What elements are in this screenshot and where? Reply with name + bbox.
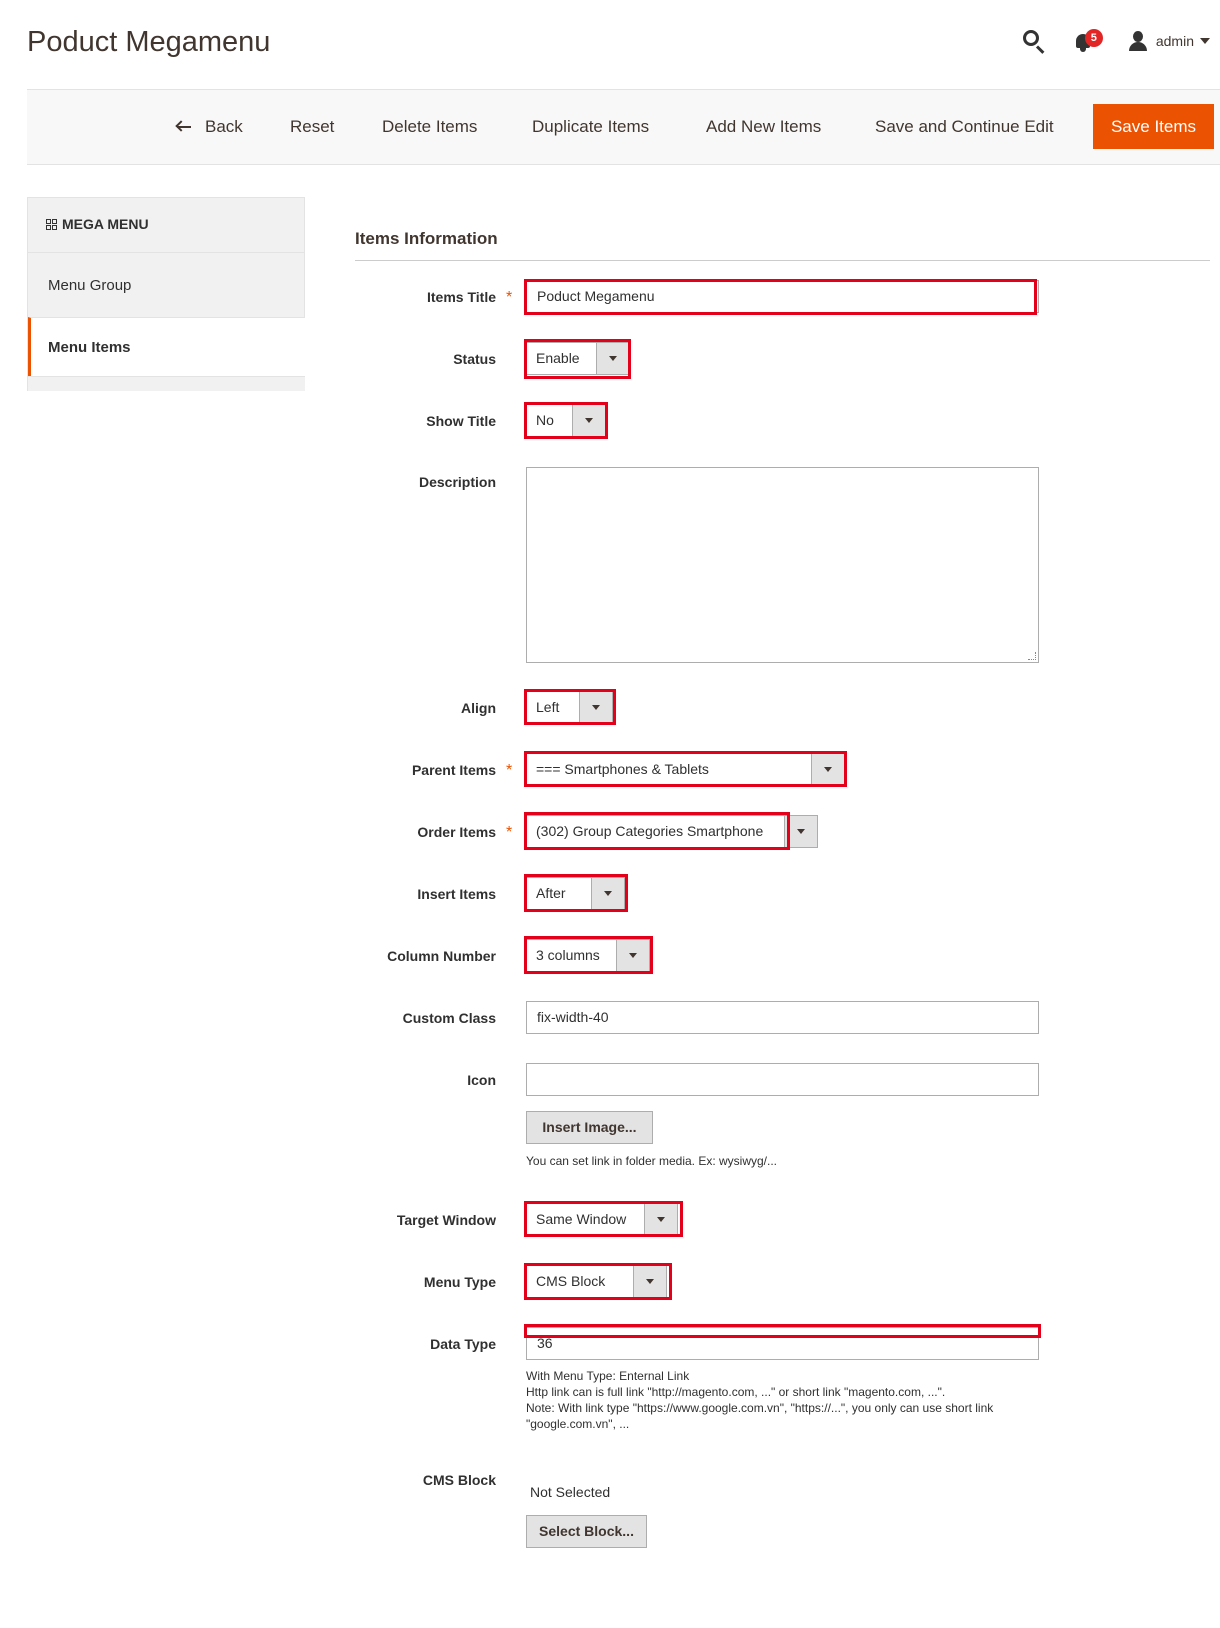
chevron-down-icon (811, 754, 844, 785)
section-divider (355, 260, 1210, 261)
menu-type-select[interactable] (526, 1265, 667, 1298)
user-name: admin (1155, 33, 1194, 49)
data-type-label: Data Type (430, 1336, 496, 1352)
column-number-label: Column Number (387, 948, 496, 964)
target-window-select-value: Same Window (536, 1211, 627, 1227)
required-mark: * (506, 289, 513, 306)
add-new-items-button[interactable]: Add New Items (706, 117, 822, 136)
status-label: Status (453, 351, 496, 367)
order-items-label: Order Items (417, 824, 496, 840)
resize-handle-icon[interactable] (1028, 652, 1036, 660)
notification-count-badge: 5 (1085, 29, 1103, 47)
column-number-select[interactable] (526, 939, 650, 972)
column-number-select-value: 3 columns (536, 947, 600, 963)
align-label: Align (461, 700, 496, 716)
header-actions (1022, 26, 1210, 56)
action-toolbar (27, 89, 1220, 165)
chevron-down-icon (579, 692, 612, 723)
sidebar-footer (28, 376, 305, 391)
select-block-button[interactable]: Select Block... (526, 1515, 647, 1548)
data-type-note-line: With Menu Type: Enternal Link (526, 1369, 690, 1383)
insert-items-select-value: After (536, 885, 566, 901)
icon-label: Icon (467, 1072, 496, 1088)
sidebar-item-menu-group[interactable]: Menu Group (28, 252, 305, 317)
align-select-value: Left (536, 699, 560, 715)
show-title-select[interactable] (526, 404, 606, 437)
duplicate-items-button[interactable]: Duplicate Items (532, 117, 650, 136)
parent-items-select-value: === Smartphones & Tablets (536, 761, 709, 777)
custom-class-label: Custom Class (402, 1010, 496, 1026)
sidebar-title (46, 216, 149, 232)
icon-input[interactable] (526, 1063, 1039, 1096)
description-label: Description (418, 474, 496, 490)
sidebar-item-menu-items[interactable]: Menu Items (28, 317, 305, 376)
description-textarea[interactable] (526, 467, 1039, 663)
user-icon (1128, 30, 1148, 52)
sidebar-title-label: MEGA MENU (62, 216, 149, 232)
insert-image-button[interactable]: Insert Image... (526, 1111, 653, 1144)
grid-icon (46, 219, 57, 230)
data-type-note-line: Http link can is full link "http://magento.com, ..." or short link "magento.com, ...". (526, 1385, 946, 1399)
menu-type-select-value: CMS Block (536, 1273, 606, 1289)
notifications-button[interactable] (1072, 28, 1102, 54)
back-arrow-icon (175, 120, 193, 134)
menu-type-label: Menu Type (423, 1274, 496, 1290)
back-button[interactable] (175, 90, 243, 164)
user-menu[interactable] (1128, 30, 1210, 52)
required-mark: * (506, 824, 513, 841)
parent-items-select[interactable] (526, 753, 845, 786)
chevron-down-icon (591, 878, 624, 909)
insert-items-select[interactable] (526, 877, 625, 910)
chevron-down-icon (572, 405, 605, 436)
order-items-select[interactable] (526, 815, 818, 848)
delete-items-button[interactable]: Delete Items (382, 117, 478, 136)
reset-button[interactable]: Reset (290, 117, 335, 136)
save-items-button[interactable]: Save Items (1093, 104, 1214, 149)
items-title-label: Items Title (427, 289, 496, 305)
back-button-label: Back (205, 117, 243, 136)
chevron-down-icon (644, 1204, 677, 1235)
data-type-note (526, 1368, 1046, 1432)
target-window-label: Target Window (396, 1212, 496, 1228)
chevron-down-icon (596, 343, 629, 374)
align-select[interactable] (526, 691, 613, 724)
show-title-label: Show Title (426, 413, 496, 429)
custom-class-input[interactable]: fix-width-40 (526, 1001, 1039, 1034)
target-window-select[interactable] (526, 1203, 678, 1236)
order-items-select-value: (302) Group Categories Smartphone (536, 823, 764, 839)
section-title: Items Information (355, 229, 498, 248)
chevron-down-icon (633, 1266, 666, 1297)
chevron-down-icon (616, 940, 649, 971)
cms-block-label: CMS Block (422, 1472, 496, 1488)
cms-block-value: Not Selected (530, 1484, 611, 1500)
page-title: Poduct Megamenu (27, 26, 271, 58)
insert-items-label: Insert Items (417, 886, 496, 902)
status-select-value: Enable (536, 350, 580, 366)
save-and-continue-button[interactable]: Save and Continue Edit (875, 117, 1054, 136)
icon-note: You can set link in folder media. Ex: wysiwyg/... (526, 1154, 778, 1168)
parent-items-label: Parent Items (411, 762, 496, 778)
items-title-input[interactable]: Poduct Megamenu (526, 280, 1039, 313)
status-select[interactable] (526, 342, 630, 375)
required-mark: * (506, 762, 513, 779)
sidebar (27, 197, 305, 391)
data-type-note-line: Note: With link type "https://www.google.com.vn", "https://...", you only can use short link "google.com.vn", ... (526, 1401, 994, 1431)
chevron-down-icon (784, 816, 817, 847)
data-type-input[interactable]: 36 (526, 1327, 1039, 1360)
search-icon[interactable] (1022, 29, 1046, 53)
show-title-select-value: No (536, 412, 554, 428)
caret-down-icon (1200, 38, 1210, 44)
